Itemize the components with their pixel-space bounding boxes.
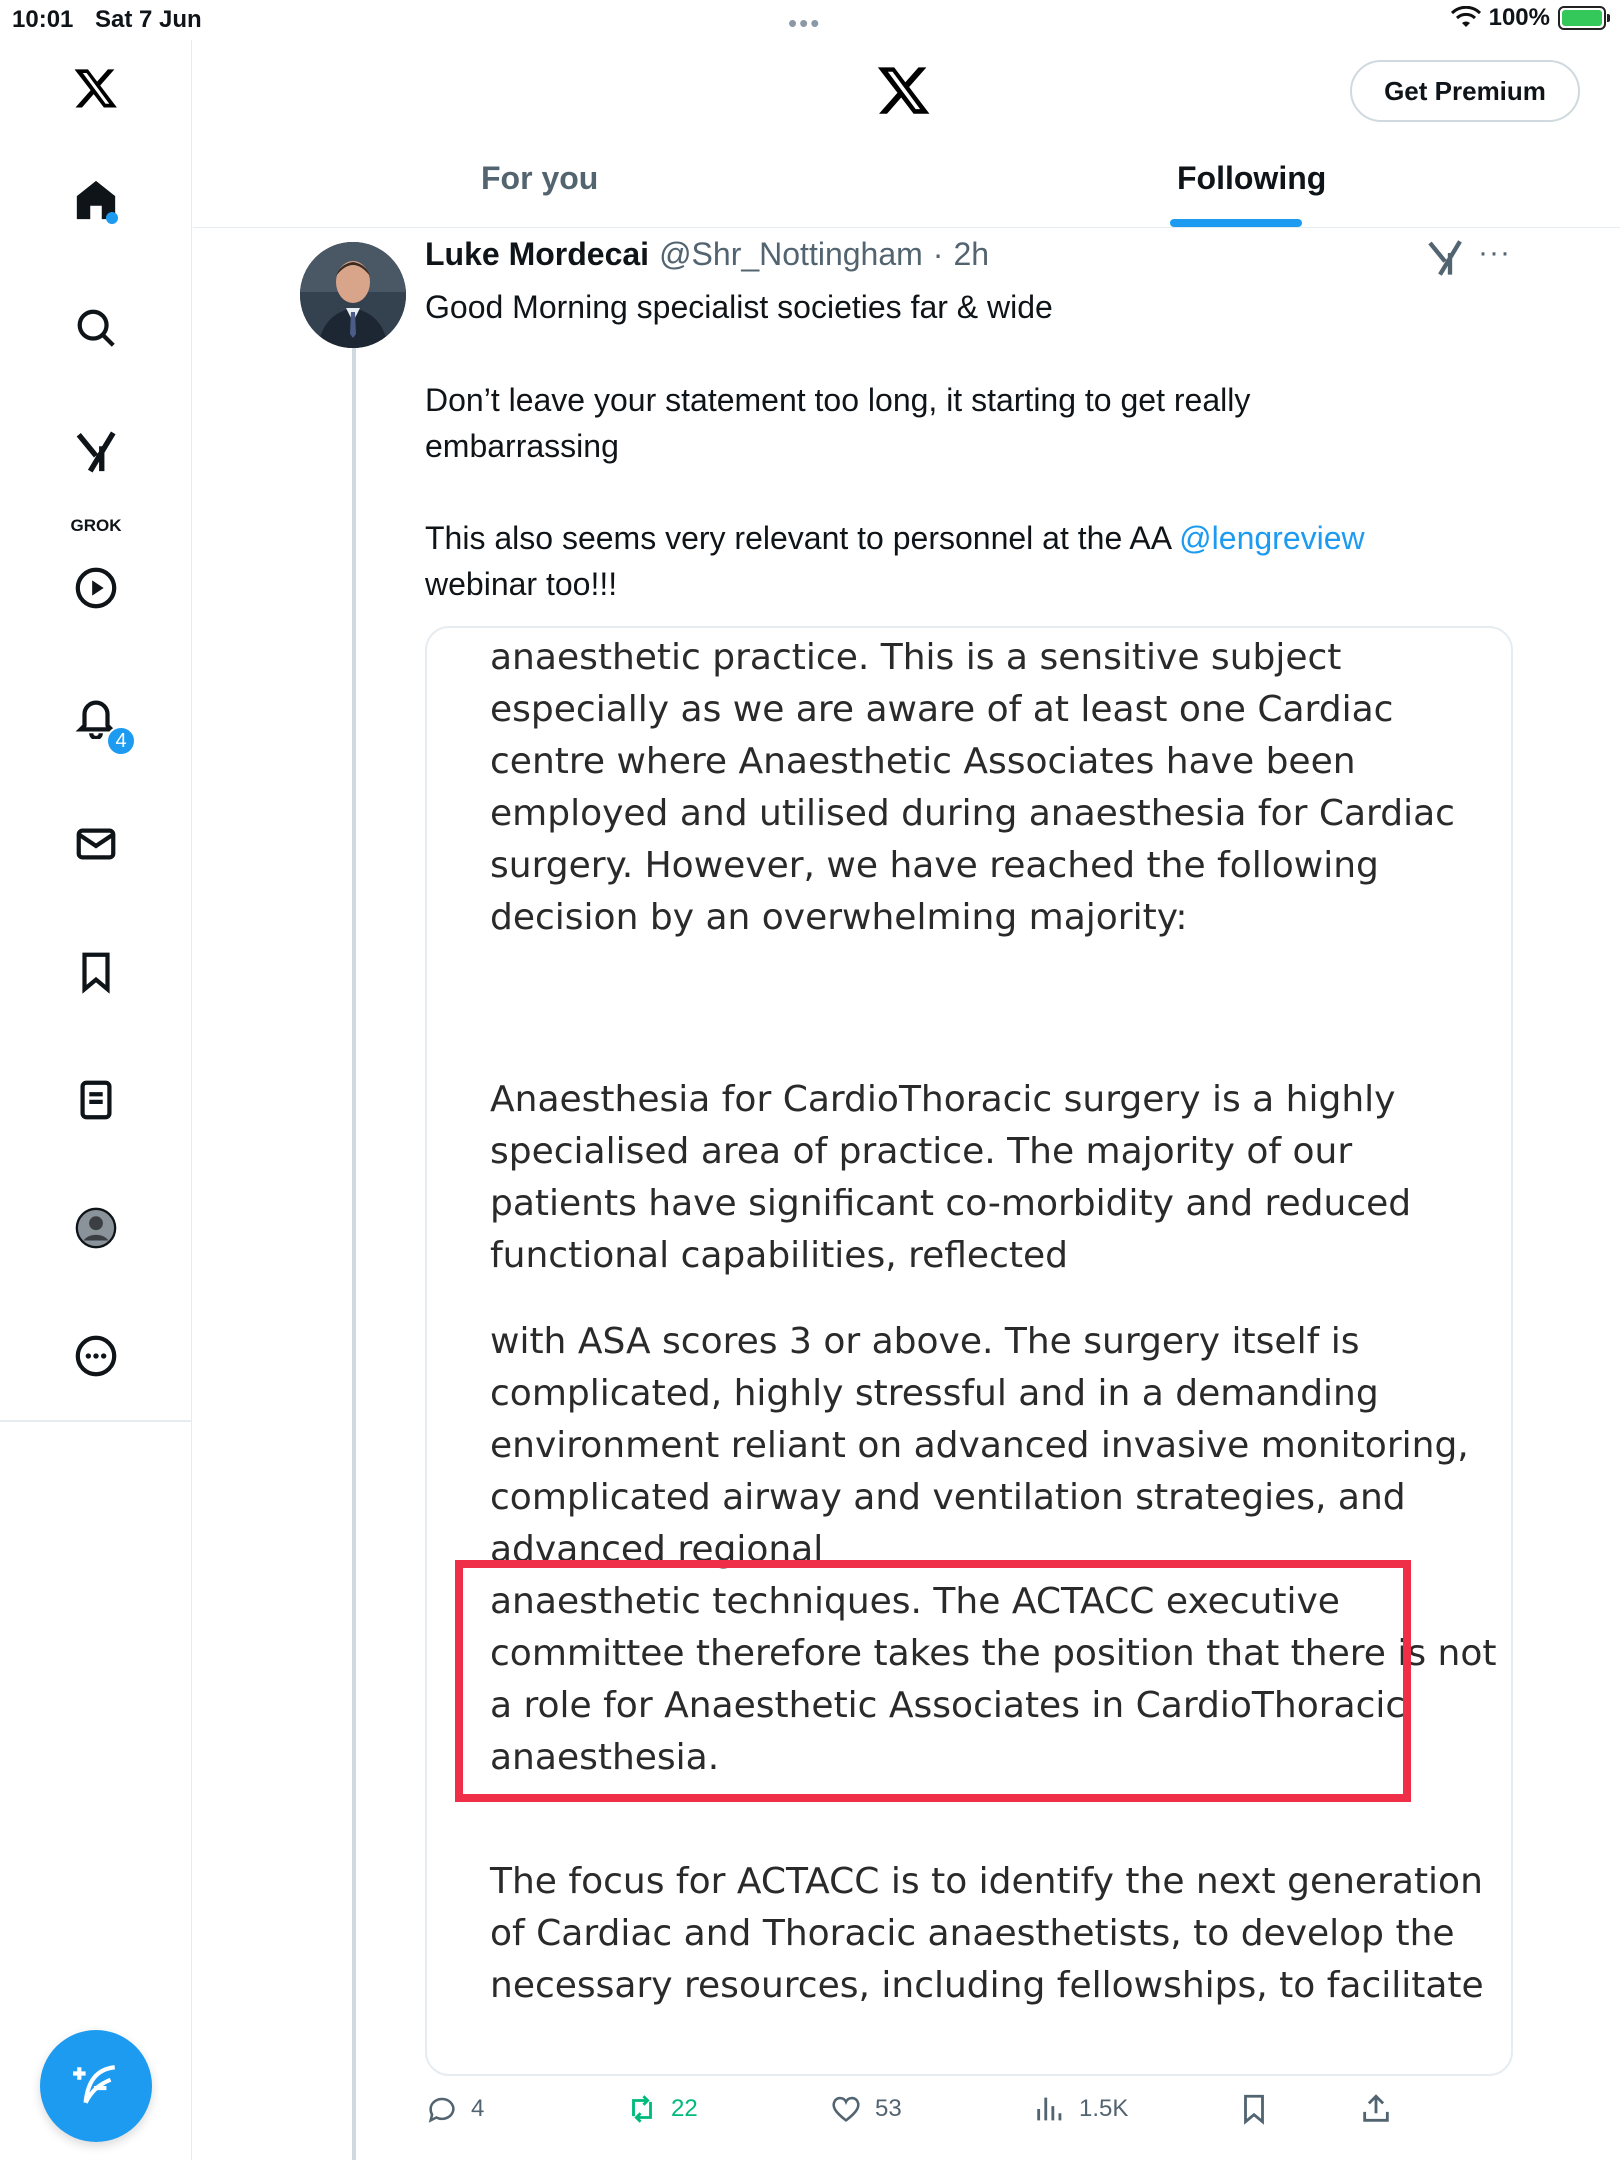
compose-button[interactable] bbox=[40, 2030, 152, 2142]
heart-icon bbox=[829, 2092, 863, 2126]
author-handle[interactable]: @Shr_Nottingham bbox=[659, 236, 923, 272]
battery-icon bbox=[1558, 6, 1606, 30]
sidebar-divider bbox=[0, 1420, 192, 1422]
media-text-block: anaesthetic practice. This is a sensitive subject especially as we are aware of at least one Cardiac centre where Anaesthetic Associates have been employed and utilised during anaesthesia for Cardiac surgery. However, we have reached the following decision by an overwhelming majority: bbox=[490, 637, 1455, 938]
notification-badge: 4 bbox=[106, 726, 136, 756]
multitask-dots-icon[interactable]: ••• bbox=[788, 8, 822, 38]
header bbox=[193, 40, 1620, 228]
highlight-box bbox=[455, 1560, 1411, 1802]
grok-label: GROK bbox=[70, 516, 122, 535]
tweet-media-image[interactable] bbox=[425, 626, 1513, 2076]
tweet-text-plain-end: webinar too!!! bbox=[425, 566, 618, 602]
grok-explain-icon[interactable] bbox=[1425, 238, 1465, 278]
tab-following[interactable]: Following bbox=[1177, 160, 1327, 196]
status-time: 10:01 bbox=[12, 6, 74, 33]
battery-percent: 100% bbox=[1488, 4, 1550, 31]
author-name[interactable]: Luke Mordecai bbox=[425, 236, 650, 272]
thread-line bbox=[352, 344, 356, 2160]
x-logo-icon[interactable] bbox=[66, 58, 126, 118]
avatar-photo-icon bbox=[300, 242, 406, 348]
media-text-block: with ASA scores 3 or above. The surgery itself is complicated, highly stressful and in a demanding environment reliant on advanced invasive monitoring, complicated airway and ventilation strategies, and advanced regional bbox=[490, 1321, 1469, 1570]
mention-link[interactable]: @lengreview bbox=[1179, 520, 1365, 556]
more-icon[interactable] bbox=[66, 1326, 126, 1386]
get-premium-button[interactable]: Get Premium bbox=[1350, 60, 1580, 122]
tweet-text-plain: This also seems very relevant to personnel at the AA bbox=[425, 520, 1180, 556]
mail-icon[interactable] bbox=[66, 814, 126, 874]
wifi-icon bbox=[1451, 6, 1481, 30]
home-unread-dot bbox=[106, 212, 118, 224]
feather-plus-icon bbox=[71, 2061, 121, 2111]
tweet-text-line-2: Don’t leave your statement too long, it starting to get really embarrassing bbox=[425, 382, 1251, 464]
media-text-highlighted: anaesthetic techniques. The ACTACC executive committee therefore takes the position that there is not a role for Anaesthetic Associates in CardioThoracic anaesthesia. bbox=[490, 1581, 1497, 1778]
grok-icon[interactable] bbox=[66, 422, 126, 482]
like-count: 53 bbox=[875, 2095, 902, 2122]
repost-count: 22 bbox=[671, 2095, 698, 2122]
share-icon bbox=[1359, 2092, 1393, 2126]
separator-dot: · bbox=[932, 236, 944, 272]
tweet-text-line-1: Good Morning specialist societies far & wide bbox=[425, 289, 1053, 325]
bookmark-icon bbox=[1237, 2092, 1271, 2126]
tab-for-you[interactable]: For you bbox=[481, 160, 599, 196]
more-options-icon[interactable]: ··· bbox=[1478, 236, 1511, 269]
list-icon[interactable] bbox=[66, 1070, 126, 1130]
share-button[interactable] bbox=[1359, 2092, 1393, 2126]
search-icon[interactable] bbox=[66, 298, 126, 358]
view-count: 1.5K bbox=[1079, 2095, 1129, 2122]
sidebar bbox=[0, 40, 192, 2160]
video-icon[interactable] bbox=[66, 558, 126, 618]
reply-icon bbox=[425, 2092, 459, 2126]
x-logo-icon[interactable] bbox=[876, 62, 932, 118]
status-right bbox=[1451, 4, 1606, 32]
status-date: Sat 7 Jun bbox=[95, 6, 202, 33]
profile-icon[interactable] bbox=[66, 1198, 126, 1258]
bookmark-icon[interactable] bbox=[66, 942, 126, 1002]
like-button[interactable] bbox=[829, 2092, 902, 2126]
reply-button[interactable] bbox=[425, 2092, 484, 2126]
tweet-time[interactable]: 2h bbox=[953, 236, 990, 272]
active-tab-indicator bbox=[1170, 219, 1302, 227]
media-text-block: Anaesthesia for CardioThoracic surgery is a highly specialised area of practice. The majority of our patients have significant co-morbidity and reduced functional capabilities, reflected bbox=[490, 1079, 1412, 1276]
views-icon bbox=[1033, 2092, 1067, 2126]
media-text-block: The focus for ACTACC is to identify the next generation of Cardiac and Thoracic anaesthetists, to develop the necessary resources, including fellowships, to facilitate bbox=[490, 1861, 1484, 2006]
tweet-actions bbox=[425, 2092, 1425, 2142]
tweet-text-line-3 bbox=[425, 515, 1425, 607]
reply-count: 4 bbox=[471, 2095, 485, 2122]
tweet-header bbox=[425, 236, 989, 273]
repost-button[interactable] bbox=[625, 2092, 698, 2126]
repost-icon bbox=[625, 2092, 659, 2126]
views-button[interactable] bbox=[1033, 2092, 1128, 2126]
avatar[interactable] bbox=[300, 242, 406, 348]
bookmark-tweet-button[interactable] bbox=[1237, 2092, 1271, 2126]
status-bar bbox=[0, 0, 1620, 40]
